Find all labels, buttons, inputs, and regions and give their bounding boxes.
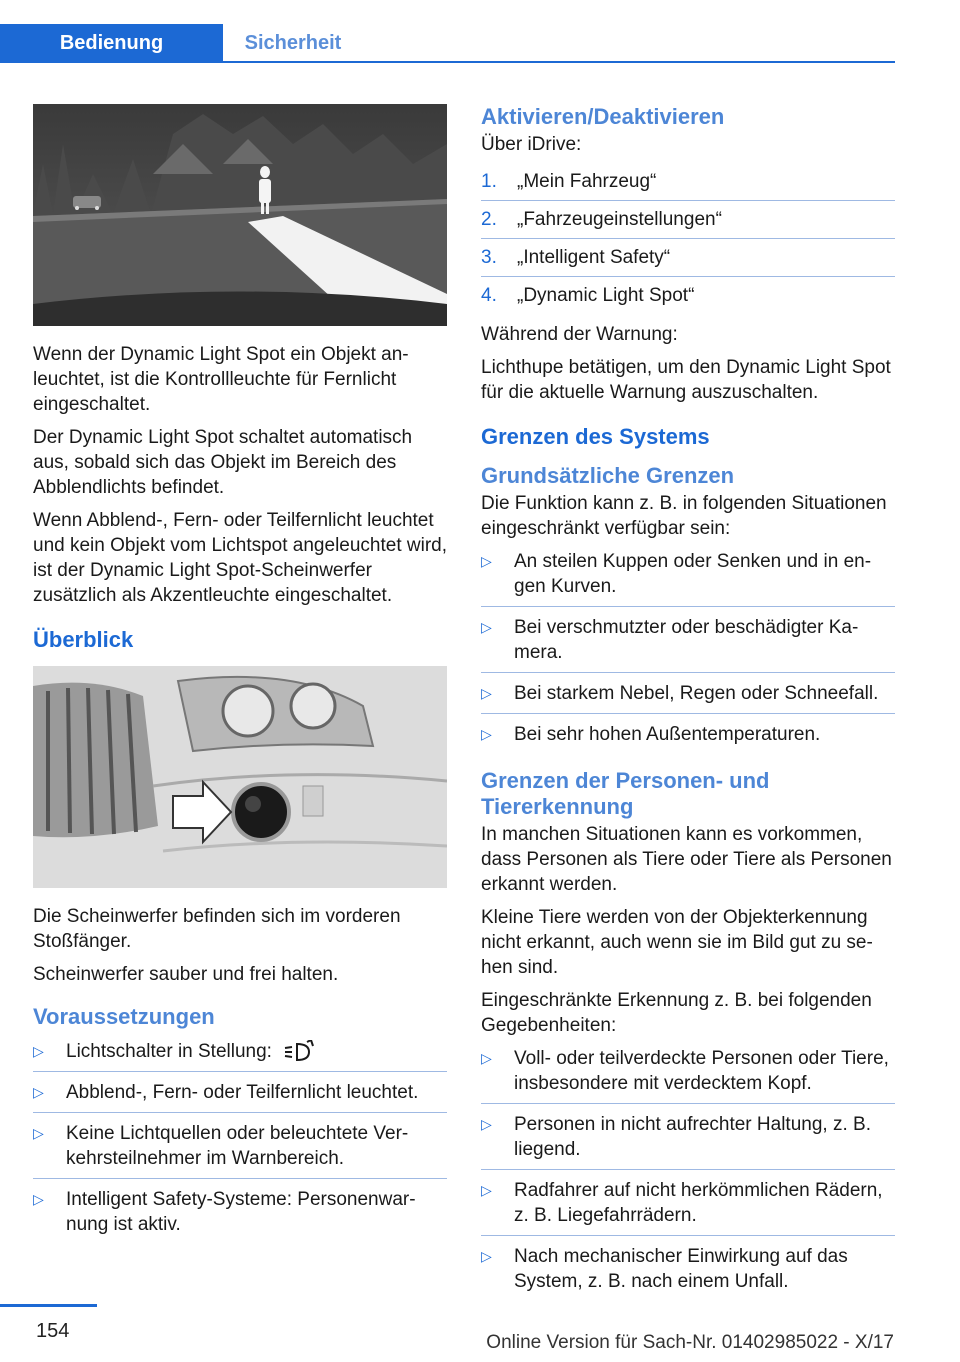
list-item [33,1187,447,1244]
step-text: „Fahrzeugeinstellungen“ [517,209,722,230]
list-item [481,615,895,673]
list-item-text: Bei sehr hohen Außentemperaturen. [514,724,821,745]
heading-activate: Aktivieren/Deaktivieren [481,104,725,129]
list-item [481,1112,895,1170]
triangle-bullet-icon: ▷ [481,685,492,701]
step-item [481,169,895,201]
prerequisites-list [33,1039,447,1244]
triangle-bullet-icon: ▷ [33,1084,44,1100]
paragraph-misclassification: In manchen Situationen kann es vorkommen, dass Personen als Tiere oder Tiere als Personen erkannt werden. [481,824,892,895]
page-number-rule [0,1304,97,1307]
list-item-text: Personen in nicht aufrechter Haltung, z. B. liegend. [514,1114,871,1160]
paragraph-idrive: Über iDrive: [481,134,582,155]
basic-limits-list [481,549,895,754]
list-item-text: Lichtschalter in Stellung: [66,1041,272,1062]
step-number: 1. [481,171,497,192]
list-item [481,1046,895,1104]
paragraph-during-warning: Während der Warnung: [481,324,678,345]
online-version-footer: Online Version für Sach-Nr. 01402985022 - X/17 [486,1332,894,1353]
paragraph-accent-light: Wenn Abblend-, Fern- oder Teilfernlicht leuchtet und kein Objekt vom Lichtspot angeleuchtet wird, ist der Dynamic Light Spot-Scheinwerfer zusätzlich als Akzentleuchte eingeschaltet. [33,510,448,606]
list-item-text: Abblend-, Fern- oder Teilfernlicht leuchtet. [66,1082,419,1103]
list-item-text: An steilen Kuppen oder Senken und in engen Kurven. [514,551,872,597]
list-item-text: Intelligent Safety-Systeme: Personenwarnung ist aktiv. [66,1189,416,1235]
heading-person-animal-limits: Grenzen der Personen- und Tiererkennung [481,768,770,819]
triangle-bullet-icon: ▷ [481,553,492,569]
night-road-figure [33,104,447,326]
list-item [481,549,895,607]
list-item [33,1039,447,1072]
triangle-bullet-icon: ▷ [481,1248,492,1264]
list-item-text: Keine Lichtquellen oder beleuchtete Verkehrsteilnehmer im Warnbereich. [66,1123,409,1169]
list-item-text: Radfahrer auf nicht herkömmlichen Rädern, z. B. Liegefahrrädern. [514,1180,883,1226]
step-number: 4. [481,285,497,306]
list-item [33,1121,447,1179]
paragraph-keep-clean: Scheinwerfer sauber und frei halten. [33,964,339,985]
paragraph-limited-detection: Eingeschränkte Erkennung z. B. bei folgenden Gegebenheiten: [481,990,872,1036]
triangle-bullet-icon: ▷ [481,726,492,742]
header-tabbar [0,24,895,64]
triangle-bullet-icon: ▷ [481,1182,492,1198]
list-item [481,681,895,714]
step-number: 2. [481,209,497,230]
step-text: „Mein Fahrzeug“ [517,171,657,192]
list-item-text: Nach mechanischer Einwirkung auf das System, z. B. nach einem Unfall. [514,1246,848,1292]
paragraph-basic-limits-intro: Die Funktion kann z. B. in folgenden Situationen eingeschränkt verfügbar sein: [481,493,887,539]
step-item [481,245,895,277]
paragraph-auto-off: Der Dynamic Light Spot schaltet automatisch aus, sobald sich das Objekt im Bereich des Abblendlichts befindet. [33,427,413,498]
page-number: 154 [36,1320,70,1342]
step-item [481,283,895,314]
step-item [481,207,895,239]
step-number: 3. [481,247,497,268]
tab-sicherheit[interactable]: Sicherheit [244,31,342,54]
triangle-bullet-icon: ▷ [33,1191,44,1207]
list-item-text: Bei verschmutzter oder beschädigter Kamera. [514,617,859,663]
list-item-text: Voll- oder teilverdeckte Personen oder Tiere, insbesondere mit verdecktem Kopf. [514,1048,889,1094]
tab-bedienung[interactable]: Bedienung [0,24,223,62]
triangle-bullet-icon: ▷ [33,1043,44,1059]
paragraph-light-spot-object: Wenn der Dynamic Light Spot ein Objekt anleuchtet, ist die Kontrollleuchte für Fernlicht eingeschaltet. [33,344,409,415]
paragraph-small-animals: Kleine Tiere werden von der Objekterkennung nicht erkannt, auch wenn sie im Bild gut zu sehen sind. [481,907,873,978]
triangle-bullet-icon: ▷ [33,1125,44,1141]
light-switch-auto-icon [283,1040,317,1064]
step-text: „Dynamic Light Spot“ [517,285,695,306]
list-item [481,1244,895,1301]
heading-basic-limits: Grundsätzliche Grenzen [481,463,735,488]
list-item-text: Bei starkem Nebel, Regen oder Schneefall. [514,683,879,704]
paragraph-flash-headlights: Lichthupe betätigen, um den Dynamic Light Spot für die aktuelle Warnung auszuschalten. [481,357,891,403]
list-item [33,1080,447,1113]
header-divider [0,61,895,63]
left-column [33,104,447,1252]
person-limits-list [481,1046,895,1301]
heading-prerequisites: Voraussetzungen [33,1004,215,1029]
right-column [481,104,895,1309]
list-item [481,1178,895,1236]
heading-overview: Überblick [33,627,134,652]
idrive-steps-list [481,169,895,314]
triangle-bullet-icon: ▷ [481,619,492,635]
paragraph-headlight-location: Die Scheinwerfer befinden sich im vorderen Stoßfänger. [33,906,401,952]
headlight-figure [33,666,447,888]
heading-system-limits: Grenzen des Systems [481,424,710,449]
list-item [481,722,895,754]
step-text: „Intelligent Safety“ [517,247,671,268]
triangle-bullet-icon: ▷ [481,1116,492,1132]
triangle-bullet-icon: ▷ [481,1050,492,1066]
